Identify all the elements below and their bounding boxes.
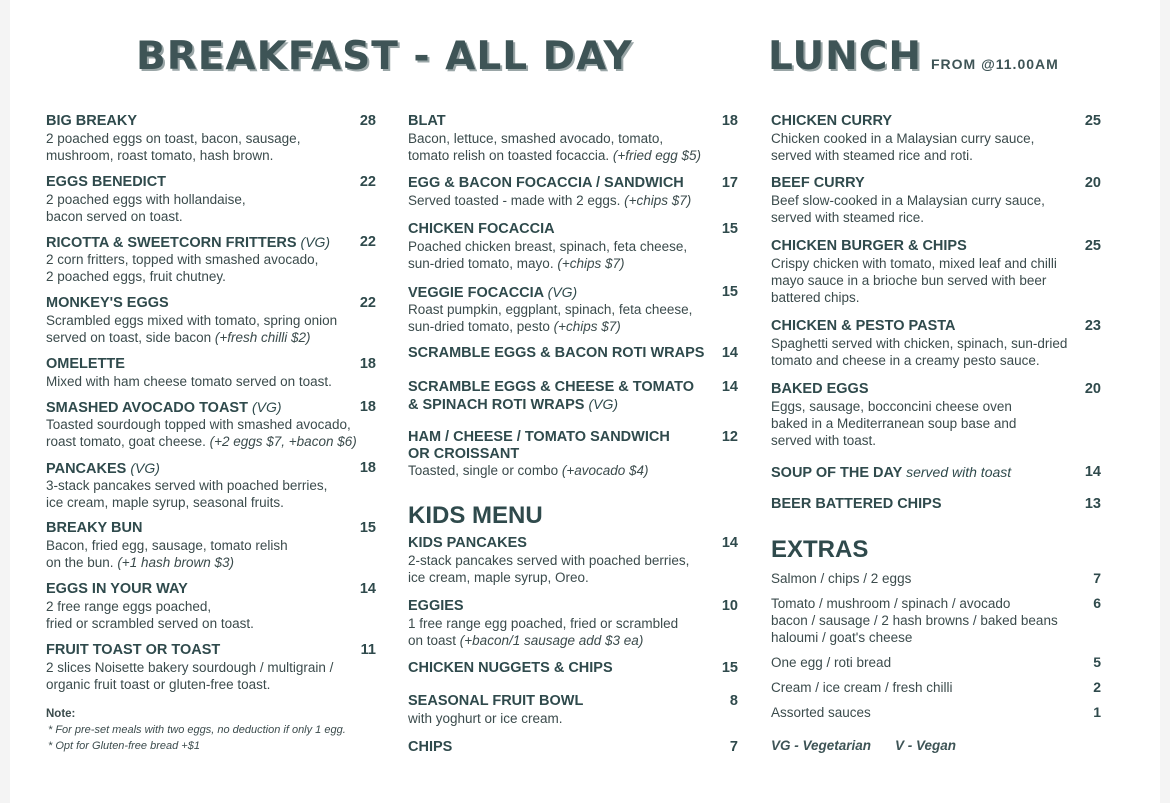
- extras-item-text: bacon / sausage / 2 hash browns / baked beans: [771, 613, 1058, 628]
- item-description: 2 poached eggs with hollandaise,: [46, 192, 246, 207]
- extras-item-text: haloumi / goat's cheese: [771, 630, 913, 645]
- item-price: 20: [1084, 175, 1101, 191]
- item-description: baked in a Mediterranean soup base and: [771, 416, 1017, 431]
- note-line: * Opt for Gluten-free bread +$1: [48, 740, 200, 752]
- menu-item: [408, 535, 738, 586]
- item-price: 22: [359, 295, 376, 311]
- item-description: Toasted sourdough topped with smashed avocado,: [46, 417, 351, 432]
- item-price: 10: [721, 598, 738, 614]
- menu-item: [771, 113, 1101, 164]
- extras-item-text: One egg / roti bread: [771, 655, 892, 670]
- item-name: EGG & BACON FOCACCIA / SANDWICH: [408, 175, 684, 191]
- extras-item: [771, 654, 1101, 671]
- item-description: mayo sauce in a brioche bun served with beer: [771, 273, 1047, 288]
- item-description: served with toast.: [771, 433, 877, 448]
- item-description: Toasted, single or combo (+avocado $4): [408, 463, 649, 478]
- item-option: (+chips $7): [624, 193, 692, 208]
- item-name: BIG BREAKY: [46, 113, 138, 129]
- item-price: 18: [359, 399, 376, 415]
- extras-title: EXTRAS: [771, 536, 869, 563]
- menu-item: [771, 318, 1101, 369]
- legend-vegan: V - Vegan: [895, 738, 957, 753]
- item-price: 8: [729, 693, 738, 709]
- item-price: 18: [359, 460, 376, 476]
- item-price: 12: [721, 429, 738, 445]
- item-name: SOUP OF THE DAY served with toast: [771, 464, 1012, 481]
- item-description: 2 poached eggs, fruit chutney.: [46, 269, 226, 284]
- item-description: battered chips.: [771, 290, 860, 305]
- extras-item-text: Salmon / chips / 2 eggs: [771, 571, 912, 586]
- item-description: ice cream, maple syrup, seasonal fruits.: [46, 495, 284, 510]
- item-description: 2 slices Noisette bakery sourdough / multigrain /: [46, 660, 334, 675]
- item-price: 20: [1084, 381, 1101, 397]
- item-price: 14: [721, 379, 738, 395]
- item-name: BREAKY BUN: [46, 520, 143, 536]
- menu-item: [408, 175, 738, 209]
- item-description: roast tomato, goat cheese. (+2 eggs $7, +bacon $6): [46, 434, 357, 449]
- menu-item: [408, 693, 738, 727]
- item-price: 14: [721, 345, 738, 361]
- item-description: 2 corn fritters, topped with smashed avocado,: [46, 252, 319, 267]
- item-price: 22: [359, 174, 376, 190]
- item-tag: (VG): [130, 460, 160, 476]
- item-tag: (VG): [588, 396, 619, 412]
- item-name: CHICKEN NUGGETS & CHIPS: [408, 660, 613, 676]
- item-name: BEER BATTERED CHIPS: [771, 496, 942, 512]
- item-price: 7: [729, 739, 738, 755]
- item-description: 1 free range egg poached, fried or scrambled: [408, 616, 679, 631]
- menu-item: [408, 660, 738, 677]
- item-description: mushroom, roast tomato, hash brown.: [46, 148, 274, 163]
- item-description: 2-stack pancakes served with poached berries,: [408, 553, 690, 568]
- item-name: SCRAMBLE EGGS & CHEESE & TOMATO: [408, 379, 694, 395]
- item-name: MONKEY'S EGGS: [46, 295, 169, 311]
- note-title: Note:: [46, 708, 76, 720]
- item-price: 28: [359, 113, 376, 129]
- item-name: VEGGIE FOCACCIA (VG): [408, 284, 578, 301]
- item-name: BEEF CURRY: [771, 175, 865, 191]
- diet-legend: [771, 738, 956, 753]
- item-price: 15: [721, 284, 738, 300]
- extras-item-price: 6: [1093, 595, 1101, 611]
- item-price: 11: [360, 642, 376, 658]
- item-name: KIDS PANCAKES: [408, 535, 527, 551]
- item-name: BAKED EGGS: [771, 381, 869, 397]
- item-tag: served with toast: [906, 464, 1012, 480]
- menu-item: [408, 598, 738, 649]
- menu-item: [46, 113, 376, 164]
- legend-vegetarian: VG - Vegetarian: [771, 738, 872, 753]
- item-price: 23: [1084, 318, 1101, 334]
- item-description: sun-dried tomato, pesto (+chips $7): [408, 319, 621, 334]
- menu-item: [46, 399, 376, 450]
- item-description: tomato and cheese in a creamy pesto sauce.: [771, 353, 1040, 368]
- item-name: FRUIT TOAST OR TOAST: [46, 642, 221, 658]
- item-description: Served toasted - made with 2 eggs. (+chips $7): [408, 193, 692, 208]
- item-tag: (VG): [547, 284, 578, 300]
- menu-item: [408, 113, 738, 164]
- item-price: 18: [359, 356, 376, 372]
- extras-item-text: Assorted sauces: [771, 705, 871, 720]
- item-name: PANCAKES (VG): [46, 460, 160, 477]
- note-line: * For pre-set meals with two eggs, no deduction if only 1 egg.: [48, 724, 346, 736]
- item-option: (+1 hash brown $3): [117, 555, 235, 570]
- item-description: ice cream, maple syrup, Oreo.: [408, 570, 589, 585]
- menu-item: [771, 238, 1101, 306]
- item-name-line2: OR CROISSANT: [408, 446, 520, 462]
- item-price: 17: [721, 175, 738, 191]
- item-price: 14: [721, 535, 738, 551]
- extras-item: [771, 595, 1101, 646]
- item-name: BLAT: [408, 113, 446, 129]
- menu-item: [46, 174, 376, 225]
- item-price: 13: [1084, 496, 1101, 512]
- item-option: (+fresh chilli $2): [214, 330, 311, 345]
- extras-item: [771, 570, 1101, 587]
- item-option: (+chips $7): [553, 319, 621, 334]
- menu-item: [408, 221, 738, 272]
- item-description: Poached chicken breast, spinach, feta cheese,: [408, 239, 688, 254]
- item-description: 2 poached eggs on toast, bacon, sausage,: [46, 131, 301, 146]
- item-name: HAM / CHEESE / TOMATO SANDWICH: [408, 429, 670, 445]
- item-description: sun-dried tomato, mayo. (+chips $7): [408, 256, 625, 271]
- item-name: CHICKEN BURGER & CHIPS: [771, 238, 967, 254]
- item-description: 3-stack pancakes served with poached berries,: [46, 478, 328, 493]
- item-description: Eggs, sausage, bocconcini cheese oven: [771, 399, 1012, 414]
- item-description: Scrambled eggs mixed with tomato, spring onion: [46, 313, 338, 328]
- menu-item: [408, 739, 738, 756]
- item-description: fried or scrambled served on toast.: [46, 616, 254, 631]
- item-name: CHICKEN CURRY: [771, 113, 893, 129]
- menu-item: [46, 581, 376, 632]
- item-description: Mixed with ham cheese tomato served on toast.: [46, 374, 332, 389]
- item-tag: (VG): [251, 399, 282, 415]
- menu-item: [408, 429, 738, 479]
- item-description: tomato relish on toasted focaccia. (+fried egg $5): [408, 148, 702, 163]
- item-description: Bacon, lettuce, smashed avocado, tomato,: [408, 131, 664, 146]
- menu-item: [408, 284, 738, 335]
- extras-item: [771, 679, 1101, 696]
- item-description: Roast pumpkin, eggplant, spinach, feta cheese,: [408, 302, 693, 317]
- item-name: CHICKEN FOCACCIA: [408, 221, 555, 237]
- item-description: served with steamed rice.: [771, 210, 925, 225]
- item-description: Chicken cooked in a Malaysian curry sauce,: [771, 131, 1035, 146]
- item-tag: (VG): [300, 234, 331, 250]
- extras-item-price: 7: [1093, 570, 1101, 586]
- item-option: (+avocado $4): [561, 463, 649, 478]
- item-name: OMELETTE: [46, 356, 125, 372]
- menu-item: [46, 295, 376, 346]
- item-price: 25: [1084, 113, 1101, 129]
- item-description: Beef slow-cooked in a Malaysian curry sauce,: [771, 193, 1045, 208]
- item-price: 18: [721, 113, 738, 129]
- menu-item: [46, 642, 376, 693]
- item-option: (+fried egg $5): [612, 148, 702, 163]
- kids-menu-title: KIDS MENU: [408, 502, 543, 529]
- item-name: RICOTTA & SWEETCORN FRITTERS (VG): [46, 234, 331, 251]
- note: [46, 706, 346, 754]
- item-name: CHIPS: [408, 739, 453, 755]
- item-option: (+2 eggs $7, +bacon $6): [209, 434, 357, 449]
- item-description: with yoghurt or ice cream.: [408, 711, 563, 726]
- item-name: CHICKEN & PESTO PASTA: [771, 318, 956, 334]
- item-name: SEASONAL FRUIT BOWL: [408, 693, 584, 709]
- lunch-title: LUNCH: [768, 34, 923, 79]
- menu-item: [408, 345, 738, 362]
- menu-item: [46, 520, 376, 571]
- extras-item-text: Tomato / mushroom / spinach / avocado: [771, 596, 1011, 611]
- item-price: 15: [721, 221, 738, 237]
- item-description: Bacon, fried egg, sausage, tomato relish: [46, 538, 288, 553]
- item-name: EGGS BENEDICT: [46, 174, 167, 190]
- item-price: 15: [721, 660, 738, 676]
- menu-item: [771, 175, 1101, 226]
- lunch-time: FROM @11.00AM: [931, 56, 1059, 72]
- item-option: (+bacon/1 sausage add $3 ea): [459, 633, 644, 648]
- item-option: (+chips $7): [557, 256, 625, 271]
- item-description: 2 free range eggs poached,: [46, 599, 212, 614]
- menu-item: [46, 356, 376, 390]
- item-name: SMASHED AVOCADO TOAST (VG): [46, 399, 282, 416]
- item-name: EGGS IN YOUR WAY: [46, 581, 188, 597]
- extras-item-price: 5: [1093, 654, 1101, 670]
- item-description: organic fruit toast or gluten-free toast.: [46, 677, 271, 692]
- item-price: 15: [359, 520, 376, 536]
- item-description: served with steamed rice and roti.: [771, 148, 973, 163]
- extras-item-price: 1: [1093, 704, 1101, 720]
- item-description: on toast (+bacon/1 sausage add $3 ea): [408, 633, 644, 648]
- extras-item-price: 2: [1093, 679, 1101, 695]
- item-description: Crispy chicken with tomato, mixed leaf and chilli: [771, 256, 1057, 271]
- menu-item: [771, 496, 1101, 513]
- item-description: Spaghetti served with chicken, spinach, sun-dried: [771, 336, 1068, 351]
- item-price: 22: [359, 234, 376, 250]
- menu-item: [771, 381, 1101, 449]
- menu-item: [46, 460, 376, 511]
- extras-item: [771, 704, 1101, 721]
- item-description: on the bun. (+1 hash brown $3): [46, 555, 235, 570]
- menu-item: [46, 234, 376, 285]
- menu-item: [771, 464, 1101, 481]
- item-description: bacon served on toast.: [46, 209, 183, 224]
- menu-item: [408, 379, 738, 413]
- breakfast-title: BREAKFAST - ALL DAY: [136, 34, 633, 79]
- item-price: 25: [1084, 238, 1101, 254]
- item-price: 14: [1084, 464, 1101, 480]
- item-price: 14: [359, 581, 376, 597]
- item-name: EGGIES: [408, 598, 464, 614]
- item-name-line2: & SPINACH ROTI WRAPS (VG): [408, 396, 619, 413]
- item-name: SCRAMBLE EGGS & BACON ROTI WRAPS: [408, 345, 705, 361]
- item-description: served on toast, side bacon (+fresh chilli $2): [46, 330, 311, 345]
- extras-item-text: Cream / ice cream / fresh chilli: [771, 680, 953, 695]
